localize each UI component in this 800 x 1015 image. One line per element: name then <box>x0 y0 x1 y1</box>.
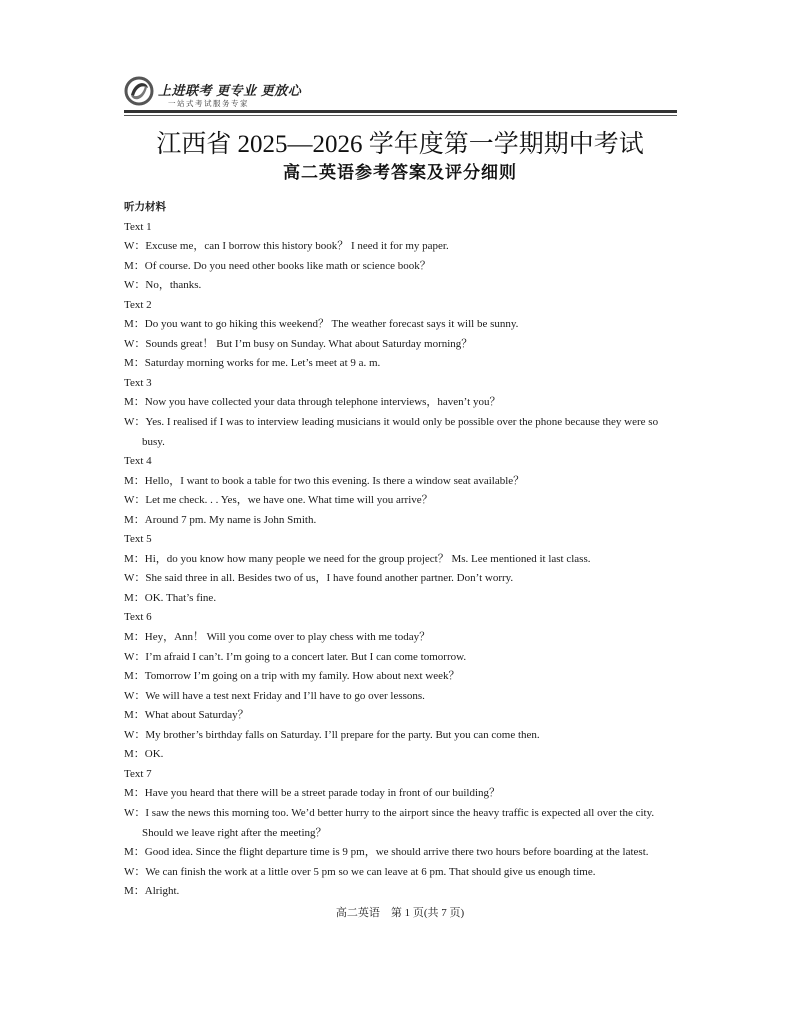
dialogue-line: M：OK. <box>124 748 164 761</box>
header-logo <box>124 74 324 114</box>
dialogue-line: W：We can finish the work at a little over 5 pm so we can leave at 6 pm. That should give us enough time. <box>124 865 596 878</box>
transcript-body <box>124 198 680 902</box>
text-heading: Text 2 <box>124 298 152 311</box>
logo-swirl-icon <box>124 74 156 108</box>
dialogue-line: W：She said three in all. Besides two of us，I have found another partner. Don’t worry. <box>124 572 514 585</box>
dialogue-line: M：Hello，I want to book a table for two this evening. Is there a window seat available？ <box>124 474 525 487</box>
dialogue-line: M：Alright. <box>124 885 180 898</box>
logo-slogan: 上进联考 更专业 更放心 <box>158 83 302 98</box>
dialogue-line: M：Hi，do you know how many people we need for the group project？ Ms. Lee mentioned it last class. <box>124 552 591 565</box>
text-heading: Text 1 <box>124 220 152 233</box>
text-heading: Text 7 <box>124 767 152 780</box>
dialogue-line: W：Excuse me，can I borrow this history book？ I need it for my paper. <box>124 240 449 253</box>
dialogue-line: W：Sounds great！ But I’m busy on Sunday. What about Saturday morning？ <box>124 337 473 350</box>
dialogue-line: M：Have you heard that there will be a street parade today in front of our building？ <box>124 787 501 800</box>
dialogue-line: W：We will have a test next Friday and I’ll have to go over lessons. <box>124 689 425 702</box>
text-heading: Text 3 <box>124 376 152 389</box>
dialogue-line: M：Good idea. Since the flight departure time is 9 pm，we should arrive there two hours before boarding at the latest. <box>124 846 649 859</box>
dialogue-line: W：I saw the news this morning too. We’d better hurry to the airport since the heavy traffic is expected all over the city. <box>124 806 655 819</box>
text-heading: Text 5 <box>124 533 152 546</box>
dialogue-line: M：Now you have collected your data through telephone interviews，haven’t you？ <box>124 396 501 409</box>
dialogue-line: M：Of course. Do you need other books like math or science book？ <box>124 259 431 272</box>
dialogue-line: W：I’m afraid I can’t. I’m going to a concert later. But I can come tomorrow. <box>124 650 467 663</box>
section-heading: 听力材料 <box>124 201 166 213</box>
dialogue-line: Should we leave right after the meeting？ <box>142 826 327 839</box>
dialogue-line: M：What about Saturday？ <box>124 709 249 722</box>
header-rule-thick <box>124 110 677 113</box>
page-subtitle: 高二英语参考答案及评分细则 <box>283 163 517 182</box>
dialogue-line: M：Saturday morning works for me. Let’s meet at 9 a. m. <box>124 357 381 370</box>
text-heading: Text 6 <box>124 611 152 624</box>
logo-subtext: 一站式考试服务专家 <box>168 99 249 108</box>
dialogue-line: M：Do you want to go hiking this weekend？ The weather forecast says it will be sunny. <box>124 318 519 331</box>
dialogue-line: W：Yes. I realised if I was to interview leading musicians it would only be possible over the phone because they were so <box>124 416 659 429</box>
dialogue-line: M：OK. That’s fine. <box>124 591 217 604</box>
dialogue-line: busy. <box>142 435 165 448</box>
dialogue-line: W：No，thanks. <box>124 279 202 292</box>
header-rule-thin <box>124 115 677 116</box>
dialogue-line: M：Around 7 pm. My name is John Smith. <box>124 513 317 526</box>
text-heading: Text 4 <box>124 455 152 468</box>
dialogue-line: W：Let me check. . . Yes，we have one. What time will you arrive？ <box>124 494 433 507</box>
dialogue-line: M：Tomorrow I’m going on a trip with my family. How about next week？ <box>124 670 460 683</box>
dialogue-line: W：My brother’s birthday falls on Saturday. I’ll prepare for the party. But you can come then. <box>124 728 540 741</box>
page-footer: 高二英语 第 1 页(共 7 页) <box>335 907 465 919</box>
dialogue-line: M：Hey，Ann！ Will you come over to play chess with me today？ <box>124 631 431 644</box>
page-title: 江西省 2025—2026 学年度第一学期期中考试 <box>156 131 644 158</box>
